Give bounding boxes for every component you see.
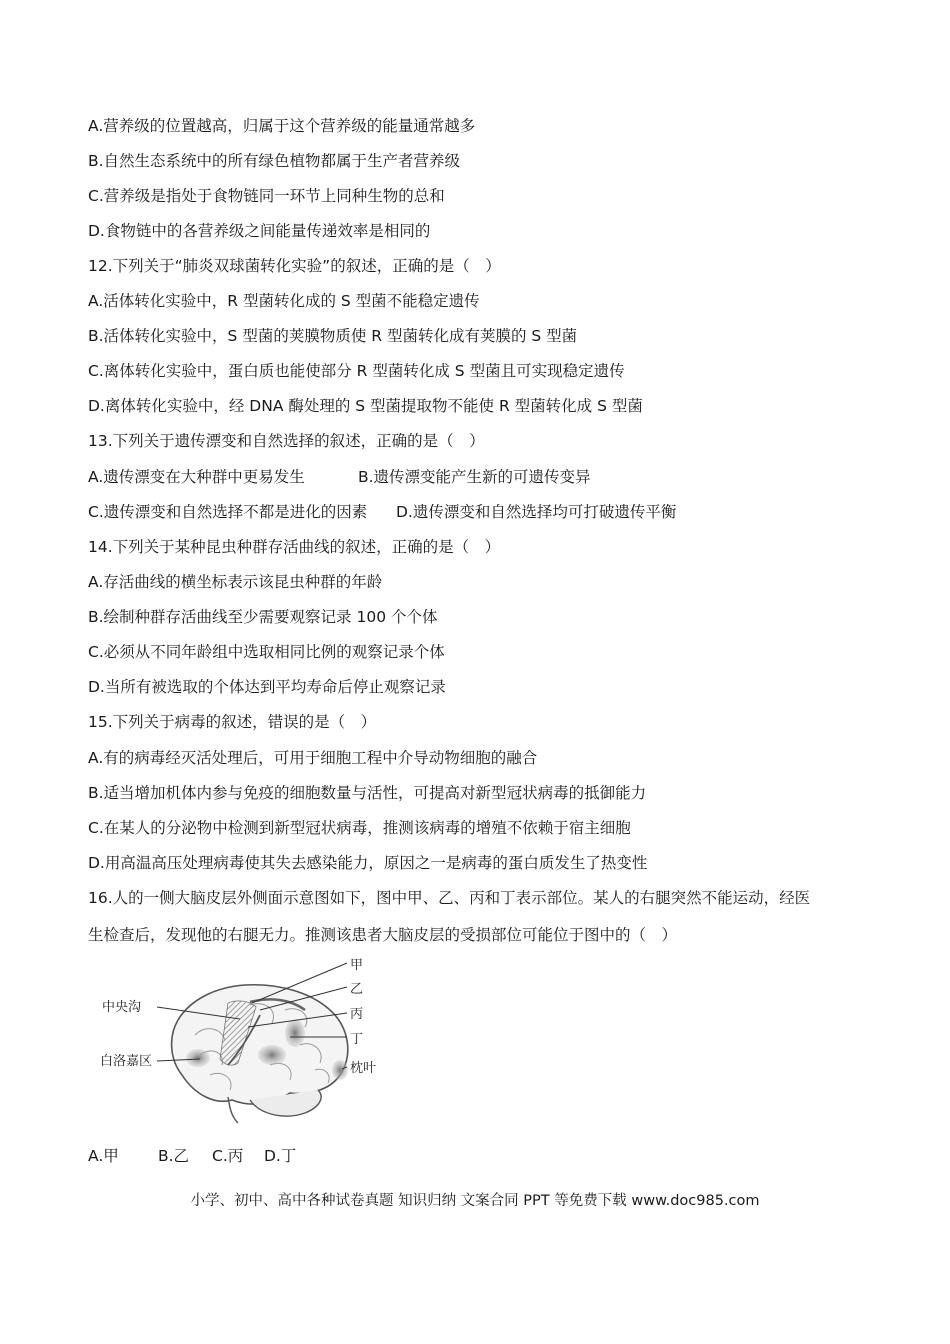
q14-option-d: D.当所有被选取的个体达到平均寿命后停止观察记录 bbox=[88, 678, 446, 696]
label-yi: 乙 bbox=[350, 982, 364, 997]
q11-option-a: A.营养级的位置越高，归属于这个营养级的能量通常越多 bbox=[88, 117, 476, 135]
label-bing: 丙 bbox=[350, 1007, 364, 1022]
broca-area bbox=[186, 1049, 210, 1067]
q13-option-d: D.遗传漂变和自然选择均可打破遗传平衡 bbox=[396, 503, 677, 521]
q15-stem: 15.下列关于病毒的叙述，错误的是（ ） bbox=[88, 713, 377, 731]
q12-option-d: D.离体转化实验中，经 DNA 酶处理的 S 型菌提取物不能使 R 型菌转化成 S 型菌 bbox=[88, 397, 643, 415]
q16-option-c: C.丙 bbox=[212, 1147, 244, 1165]
q16-option-b: B.乙 bbox=[158, 1147, 190, 1165]
q13-option-a: A.遗传漂变在大种群中更易发生 bbox=[88, 468, 305, 486]
brain-cortex-figure bbox=[100, 955, 400, 1125]
q11-option-b: B.自然生态系统中的所有绿色植物都属于生产者营养级 bbox=[88, 152, 461, 170]
q14-stem: 14.下列关于某种昆虫种群存活曲线的叙述，正确的是（ ） bbox=[88, 538, 501, 556]
q13-option-b: B.遗传漂变能产生新的可遗传变异 bbox=[358, 468, 591, 486]
area-bing bbox=[258, 1045, 286, 1065]
q16-stem-line1: 16.人的一侧大脑皮层外侧面示意图如下，图中甲、乙、丙和丁表示部位。某人的右腿突然不能运动，经医 bbox=[88, 889, 811, 907]
label-central-sulcus: 中央沟 bbox=[102, 1000, 142, 1015]
q13-stem: 13.下列关于遗传漂变和自然选择的叙述，正确的是（ ） bbox=[88, 432, 485, 450]
q15-option-b: B.适当增加机体内参与免疫的细胞数量与活性，可提高对新型冠状病毒的抵御能力 bbox=[88, 784, 647, 802]
q12-option-b: B.活体转化实验中，S 型菌的荚膜物质使 R 型菌转化成有荚膜的 S 型菌 bbox=[88, 327, 578, 345]
q13-option-c: C.遗传漂变和自然选择不都是进化的因素 bbox=[88, 503, 368, 521]
q14-option-b: B.绘制种群存活曲线至少需要观察记录 100 个个体 bbox=[88, 608, 438, 626]
brain-outline bbox=[172, 985, 348, 1104]
area-ding bbox=[285, 1019, 305, 1047]
q15-option-d: D.用高温高压处理病毒使其失去感染能力，原因之一是病毒的蛋白质发生了热变性 bbox=[88, 854, 648, 872]
q12-option-c: C.离体转化实验中，蛋白质也能使部分 R 型菌转化成 S 型菌且可实现稳定遗传 bbox=[88, 362, 625, 380]
q11-option-d: D.食物链中的各营养级之间能量传递效率是相同的 bbox=[88, 222, 431, 240]
q14-option-a: A.存活曲线的横坐标表示该昆虫种群的年龄 bbox=[88, 573, 383, 591]
q14-option-c: C.必须从不同年龄组中选取相同比例的观察记录个体 bbox=[88, 643, 445, 661]
q16-option-d: D.丁 bbox=[264, 1147, 297, 1165]
q12-option-a: A.活体转化实验中，R 型菌转化成的 S 型菌不能稳定遗传 bbox=[88, 292, 480, 310]
page-footer: 小学、初中、高中各种试卷真题 知识归纳 文案合同 PPT 等免费下载 www.doc985.com bbox=[190, 1193, 760, 1209]
q15-option-c: C.在某人的分泌物中检测到新型冠状病毒，推测该病毒的增殖不依赖于宿主细胞 bbox=[88, 819, 631, 837]
label-broca-area: 白洛嘉区 bbox=[100, 1054, 153, 1069]
q15-option-a: A.有的病毒经灭活处理后，可用于细胞工程中介导动物细胞的融合 bbox=[88, 749, 538, 767]
label-ding: 丁 bbox=[350, 1032, 364, 1047]
occipital-lobe bbox=[332, 1060, 348, 1080]
label-occipital-lobe: 枕叶 bbox=[350, 1061, 377, 1076]
q16-option-a: A.甲 bbox=[88, 1147, 119, 1165]
q12-stem: 12.下列关于“肺炎双球菌转化实验”的叙述，正确的是（ ） bbox=[88, 257, 501, 275]
q16-stem-line2: 生检查后，发现他的右腿无力。推测该患者大脑皮层的受损部位可能位于图中的（ ） bbox=[88, 926, 678, 944]
q11-option-c: C.营养级是指处于食物链同一环节上同种生物的总和 bbox=[88, 187, 445, 205]
label-jia: 甲 bbox=[350, 958, 364, 973]
q16-options bbox=[88, 1146, 296, 1166]
